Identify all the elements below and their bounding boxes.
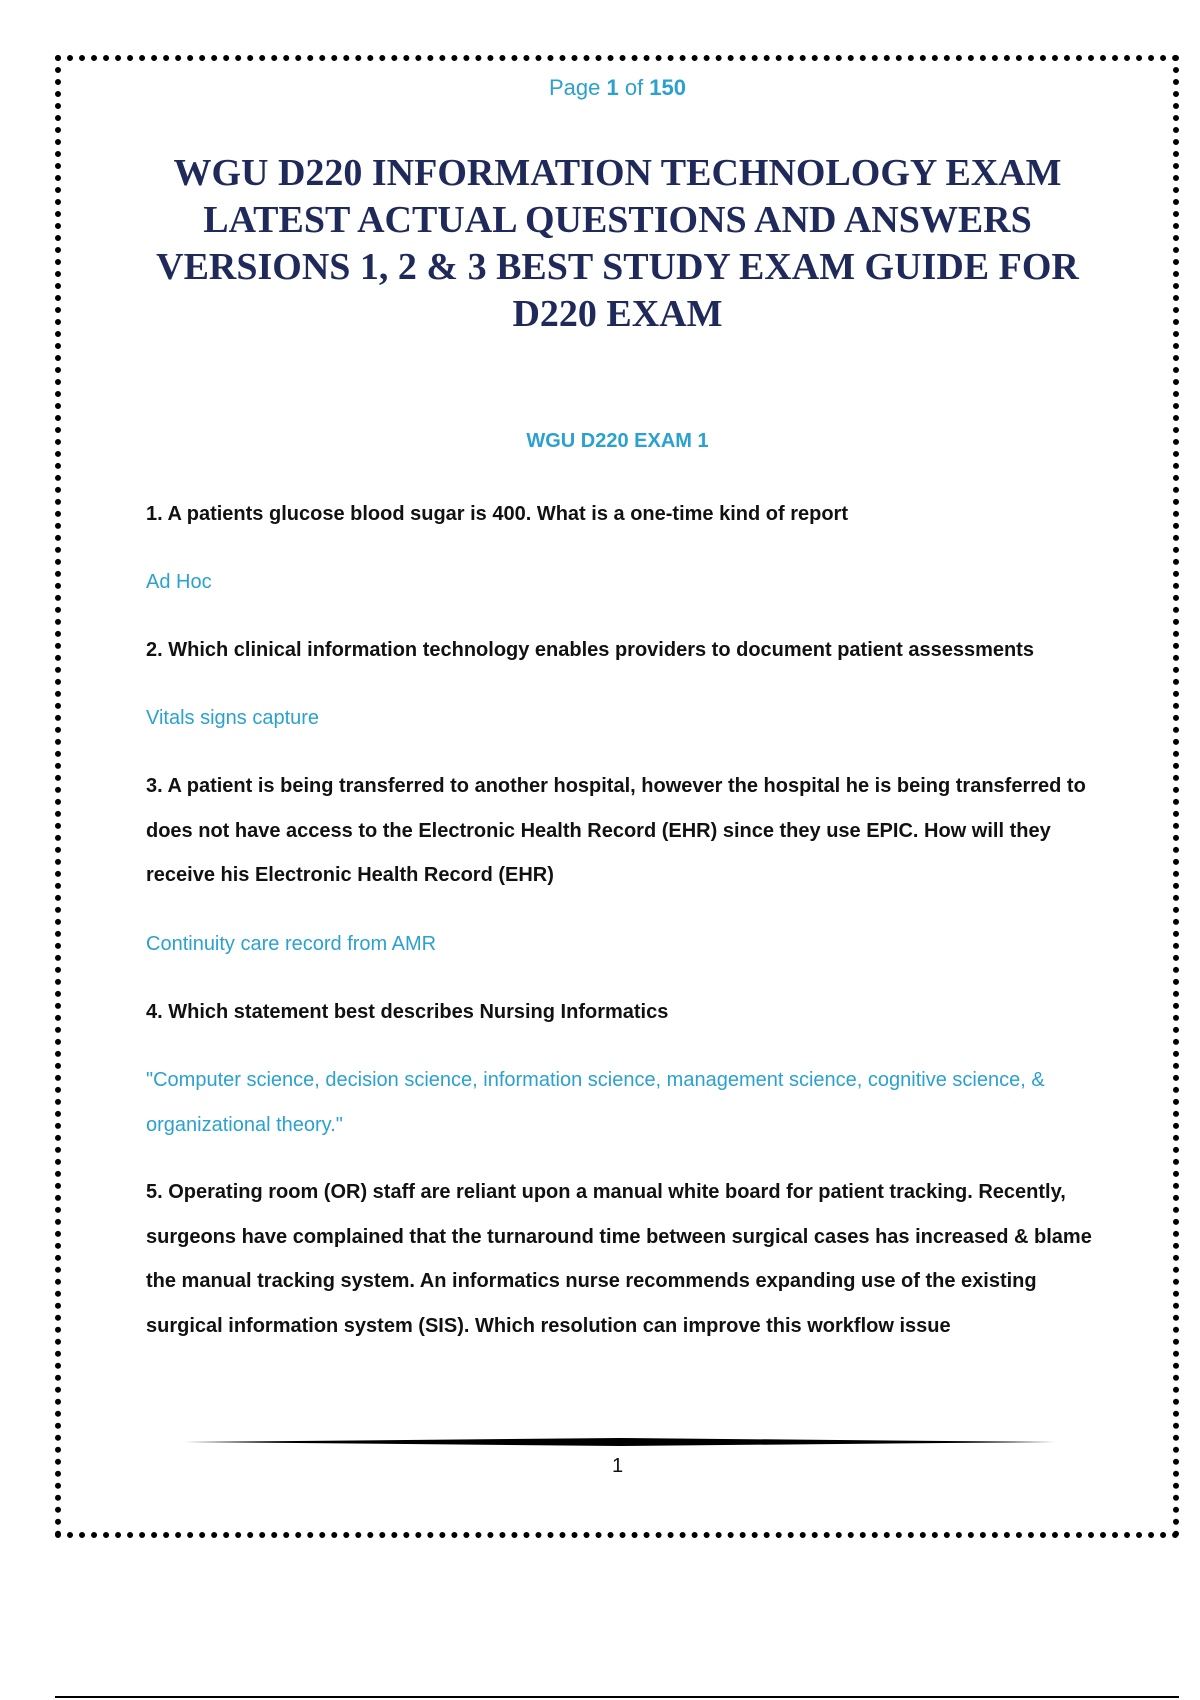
answer-1: Ad Hoc [146, 571, 212, 593]
document-title: WGU D220 INFORMATION TECHNOLOGY EXAM LATEST ACTUAL QUESTIONS AND ANSWERS VERSIONS 1, 2 & 3 BEST STUDY EXAM GUIDE FOR D220 EXAM [156, 152, 1079, 335]
question-1: 1. A patients glucose blood sugar is 400. What is a one-time kind of report [146, 503, 848, 525]
footer-page-number: 1 [611, 1455, 624, 1477]
answer-3: Continuity care record from AMR [146, 933, 437, 955]
question-2: 2. Which clinical information technology enables providers to document patient assessments [146, 639, 1034, 661]
section-title: WGU D220 EXAM 1 [526, 430, 709, 452]
page-prefix: Page [548, 75, 607, 100]
question-4: 4. Which statement best describes Nursing Informatics [146, 1001, 669, 1023]
current-page: 1 [606, 75, 619, 100]
question-5: 5. Operating room (OR) staff are reliant upon a manual white board for patient tracking. Recently, surgeons have complained that the turnaround time between surgical cases has increased & blame the manual tracking system. An informatics nurse recommends expanding use of the existing surgical information system (SIS). Which resolution can improve this workflow issue [146, 1181, 1092, 1337]
page-of: of [618, 75, 650, 100]
answer-2: Vitals signs capture [146, 707, 320, 729]
question-3: 3. A patient is being transferred to another hospital, however the hospital he is being transferred to does not have access to the Electronic Health Record (EHR) since they use EPIC. How will they receive his Electronic Health Record (EHR) [146, 775, 1086, 886]
page-counter [0, 75, 1200, 101]
answer-4: "Computer science, decision science, information science, management science, cognitive science, & organizational theory." [146, 1069, 1045, 1136]
next-page-edge [55, 1696, 1179, 1698]
footer-divider [185, 1438, 1055, 1446]
total-pages: 150 [649, 75, 687, 100]
